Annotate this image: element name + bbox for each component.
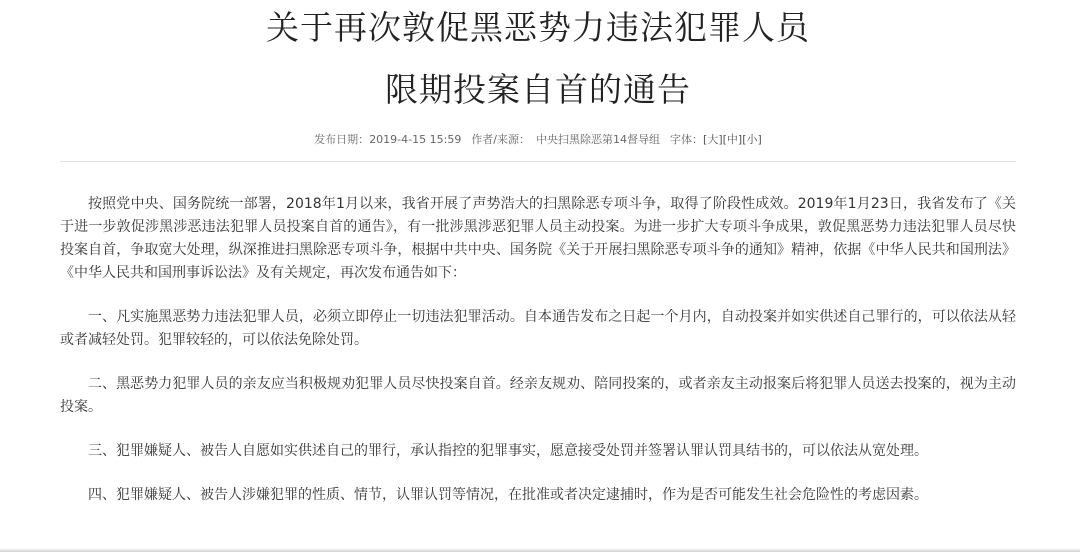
article-body <box>60 193 1016 507</box>
paragraph-intro: 按照党中央、国务院统一部署，2018年1月以来，我省开展了声势浩大的扫黑除恶专项斗争，取得了阶段性成效。2019年1月23日，我省发布了《关于进一步敦促涉黑涉恶违法犯罪人员投案自首的通告》，有一批涉黑涉恶犯罪人员主动投案。为进一步扩大专项斗争成果，敦促黑恶势力违法犯罪人员尽快投案自首，争取宽大处理，纵深推进扫黑除恶专项斗争，根据中共中央、国务院《关于开展扫黑除恶专项斗争的通知》精神，依据《中华人民共和国刑法》《中华人民共和国刑事诉讼法》及有关规定，再次发布通告如下： <box>60 196 1016 281</box>
publish-date-label: 发布日期： <box>314 133 370 146</box>
title-line-1: 关于再次敦促黑恶势力违法犯罪人员 <box>266 8 810 47</box>
publish-date-value: 2019-4-15 15:59 <box>369 133 462 146</box>
font-size-large-button[interactable]: [大] <box>703 133 723 146</box>
font-size-medium-button[interactable]: [中] <box>722 133 743 146</box>
source-label: 作者/来源： <box>471 133 531 146</box>
source-value: 中央扫黑除恶第14督导组 <box>536 133 661 146</box>
article-meta <box>60 132 1016 148</box>
paragraph-item-2: 二、黑恶势力犯罪人员的亲友应当积极规劝犯罪人员尽快投案自首。经亲友规劝、陪同投案的，或者亲友主动报案后将犯罪人员送去投案的，视为主动投案。 <box>60 376 1016 415</box>
paragraph-item-1: 一、凡实施黑恶势力违法犯罪人员，必须立即停止一切违法犯罪活动。自本通告发布之日起一个月内，自动投案并如实供述自己罪行的，可以依法从轻或者减轻处罚。犯罪较轻的，可以依法免除处罚。 <box>60 309 1016 348</box>
font-size-label: 字体： <box>670 133 704 146</box>
article <box>60 0 1016 507</box>
paragraph-item-4: 四、犯罪嫌疑人、被告人涉嫌犯罪的性质、情节，认罪认罚等情况，在批准或者决定逮捕时，作为是否可能发生社会危险性的考虑因素。 <box>88 487 928 503</box>
title-divider <box>60 161 1016 162</box>
paragraph-item-3: 三、犯罪嫌疑人、被告人自愿如实供述自己的罪行，承认指控的犯罪事实，愿意接受处罚并签署认罪认罚具结书的，可以依法从宽处理。 <box>88 443 928 459</box>
font-size-small-button[interactable]: [小] <box>742 133 762 146</box>
title-line-2: 限期投案自首的通告 <box>385 70 691 109</box>
article-title <box>60 0 1016 110</box>
bottom-edge-shadow <box>0 548 1080 552</box>
